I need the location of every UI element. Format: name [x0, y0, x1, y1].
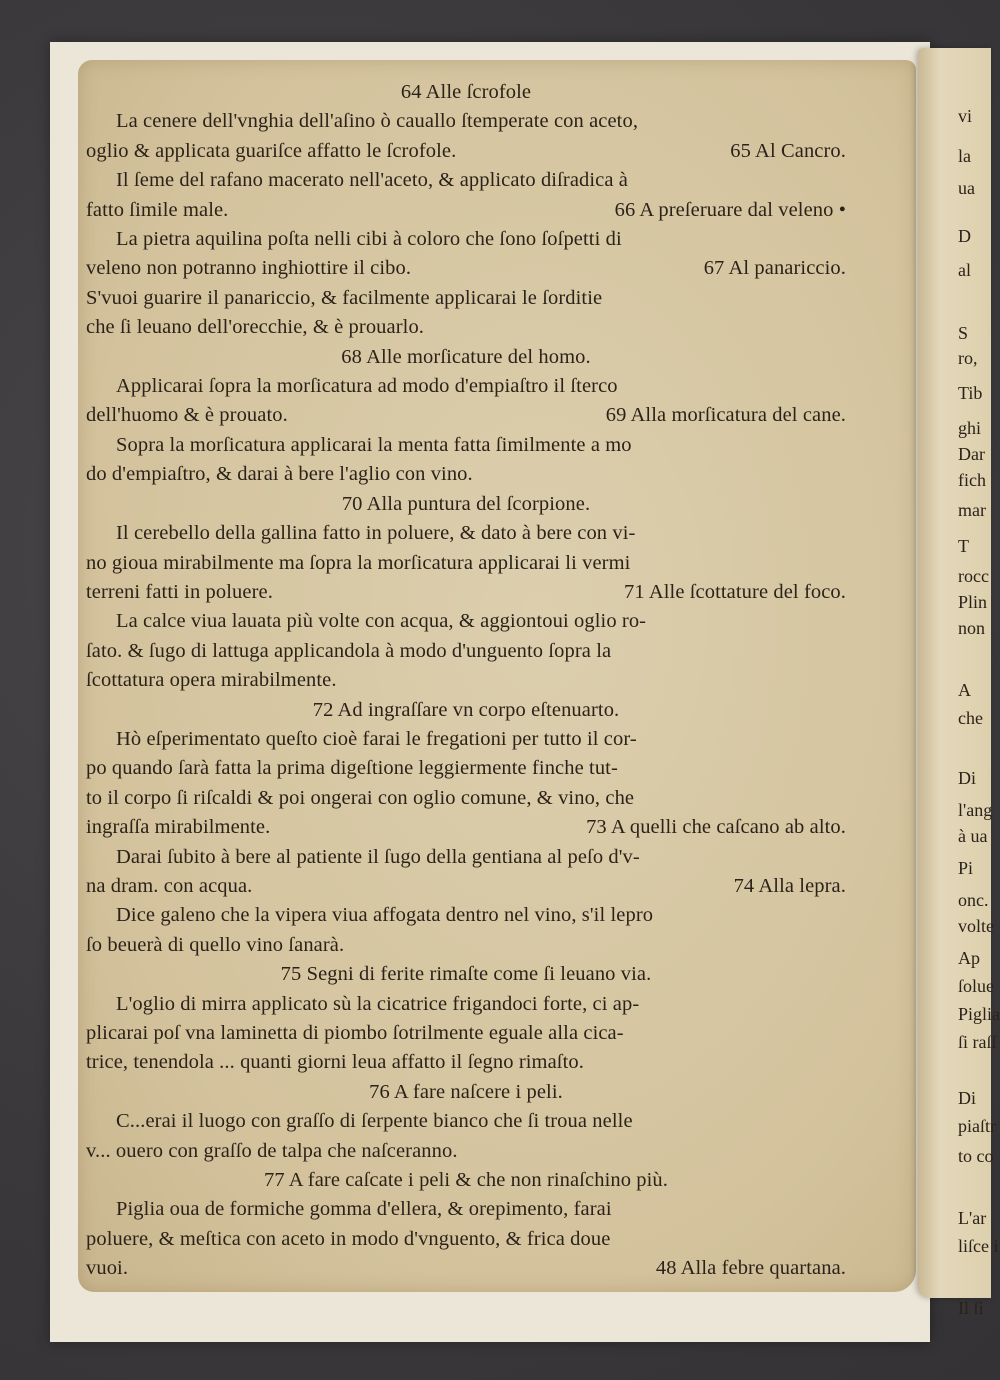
adjacent-page-fragment: l'ang [958, 800, 993, 820]
text-line-with-heading [86, 813, 846, 842]
text-line: ſato. & ſugo di lattuga applicandola à modo d'unguento ſopra la [86, 639, 612, 662]
adjacent-page-fragment: vi [958, 106, 973, 126]
paragraph-start-line: Applicarai ſopra la morſicatura ad modo d'empiaſtro il ſterco [116, 375, 618, 398]
line-text: fatto ſimile male. [86, 198, 229, 221]
text-line-with-heading [86, 137, 846, 166]
line-text: ingraſſa mirabilmente. [86, 816, 271, 839]
section-heading: 48 Alla febre quartana. [655, 1257, 846, 1280]
adjacent-page-fragment: A [958, 680, 971, 700]
adjacent-page-fragment: Pi [958, 858, 974, 878]
adjacent-page-fragment: Ap [958, 948, 980, 968]
adjacent-page-edge [918, 48, 1000, 1318]
text-line: ſo beuerà di quello vino ſanarà. [86, 933, 345, 956]
section-heading: 64 Alle ſcrofole [400, 81, 532, 103]
section-heading: 69 Alla morſicatura del cane. [605, 404, 846, 427]
section-heading: 67 Al panariccio. [703, 257, 846, 280]
paragraph-start-line: Il cerebello della gallina fatto in poluere, & dato à bere con vi- [116, 522, 636, 545]
paragraph-start-line: La cenere dell'vnghia dell'aſino ò cauallo ſtemperate con aceto, [116, 110, 639, 133]
text-line: plicarai poſ vna laminetta di piombo ſotrilmente eguale alla cica- [86, 1022, 624, 1044]
adjacent-page-fragment: ſolue [958, 976, 994, 996]
adjacent-page-fragment: al [958, 260, 971, 280]
adjacent-page-fragment: T [958, 536, 969, 556]
text-line: trice, tenendola ... quanti giorni leua affatto il ſegno rimaſto. [86, 1051, 584, 1074]
adjacent-page-fragment: la [958, 146, 971, 166]
paragraph-start-line: La calce viua lauata più volte con acqua, & aggiontoui oglio ro- [116, 610, 647, 633]
adjacent-page-fragment: volte [958, 916, 994, 936]
line-text: oglio & applicata guariſce affatto le ſcrofole. [86, 139, 457, 162]
section-heading: 71 Alle ſcottature del foco. [624, 580, 846, 603]
section-heading: 77 A fare caſcate i peli & che non rinaſchino più. [263, 1169, 669, 1192]
text-line: ſcottatura opera mirabilmente. [86, 669, 337, 692]
text-line-with-heading [86, 254, 846, 283]
adjacent-page-fragment: fich [958, 470, 986, 490]
paragraph-start-line: Darai ſubito à bere al patiente il ſugo della gentiana al peſo d'v- [116, 845, 640, 868]
section-heading: 76 A fare naſcere i peli. [369, 1080, 563, 1103]
adjacent-page-fragment: mar [958, 500, 986, 520]
section-heading: 74 Alla lepra. [733, 874, 846, 897]
text-line-with-heading [86, 196, 846, 225]
text-line: che ſi leuano dell'orecchie, & è prouarlo. [86, 316, 425, 339]
line-text: na dram. con acqua. [86, 874, 253, 897]
line-text: dell'huomo & è prouato. [86, 404, 288, 427]
adjacent-page-fragment: ſi raſſ [958, 1032, 997, 1052]
adjacent-page-fragment: to co [958, 1146, 994, 1166]
section-heading: 65 Al Cancro. [730, 139, 846, 162]
section-heading: 72 Ad ingraſſare vn corpo eſtenuarto. [312, 698, 620, 721]
adjacent-page-fragment: onc. [958, 890, 989, 910]
paragraph-start-line: La pietra aquilina poſta nelli cibi à coloro che ſono ſoſpetti di [116, 228, 622, 251]
adjacent-page-fragment: Piglia [958, 1004, 1000, 1024]
adjacent-page-fragment: ro, [958, 348, 978, 368]
adjacent-page-fragment: rocc [958, 566, 989, 586]
text-line: do d'empiaſtro, & darai à bere l'aglio con vino. [86, 463, 473, 486]
adjacent-page-fragment: L'ar [958, 1208, 987, 1228]
text-line: no gioua mirabilmente ma ſopra la morſicatura applicarai li vermi [86, 551, 631, 574]
adjacent-page-fragment: ua [958, 178, 975, 198]
paragraph-start-line: C...erai il luogo con graſſo di ſerpente bianco che ſi troua nelle [116, 1110, 633, 1133]
adjacent-page-fragment: Plin [958, 592, 988, 612]
adjacent-page-fragment: che [958, 708, 983, 728]
paragraph-start-line: Il ſeme del rafano macerato nell'aceto, & applicato diſradica à [116, 169, 628, 192]
text-line-with-heading [86, 1254, 846, 1283]
adjacent-page-fragment: Di [958, 1088, 976, 1108]
adjacent-page-fragment: liſce i [958, 1236, 999, 1256]
text-line-with-heading [86, 578, 846, 607]
paragraph-start-line: Dice galeno che la vipera viua affogata dentro nel vino, s'il lepro [116, 904, 654, 927]
section-heading: 73 A quelli che caſcano ab alto. [586, 816, 846, 839]
line-text: terreni fatti in poluere. [86, 580, 273, 603]
text-line: poluere, & meſtica con aceto in modo d'vnguento, & frica doue [86, 1227, 611, 1250]
text-line-with-heading [86, 872, 846, 901]
adjacent-page-fragment: Dar [958, 444, 985, 464]
adjacent-page-fragment: ghi [958, 418, 982, 438]
adjacent-page-fragment: non [958, 618, 985, 638]
line-text: vuoi. [86, 1257, 129, 1280]
text-line: S'vuoi guarire il panariccio, & facilmente applicarai le ſorditie [86, 286, 603, 309]
paragraph-start-line: L'oglio di mirra applicato sù la cicatrice frigandoci forte, ci ap- [116, 992, 640, 1015]
section-heading: 75 Segni di ferite rimaſte come ſi leuano via. [280, 963, 652, 986]
adjacent-page-fragment: piaſtr [958, 1116, 996, 1136]
page-text [86, 78, 846, 1284]
section-heading: 66 A preſeruare dal veleno • [614, 198, 846, 221]
text-line: to il corpo ſi riſcaldi & poi ongerai con oglio comune, & vino, che [86, 786, 635, 809]
paragraph-start-line: Sopra la morſicatura applicarai la menta fatta ſimilmente a mo [116, 433, 632, 456]
paragraph-start-line: Hò eſperimentato queſto cioè farai le fregationi per tutto il cor- [116, 727, 637, 750]
text-line: po quando ſarà fatta la prima digeſtione leggiermente finche tut- [86, 757, 618, 780]
adjacent-page-fragment: Tib [958, 383, 983, 403]
paragraph-start-line: Piglia oua de formiche gomma d'ellera, & orepimento, farai [116, 1198, 612, 1221]
adjacent-page-fragment: Di [958, 768, 976, 788]
adjacent-page-fragment: à ua [958, 826, 988, 846]
text-line: v... ouero con graſſo de talpa che naſceranno. [86, 1139, 458, 1162]
adjacent-page-fragment: D [958, 226, 971, 246]
section-heading: 70 Alla puntura del ſcorpione. [341, 492, 591, 515]
adjacent-page-fragment: Il ſi [958, 1298, 984, 1318]
adjacent-page-fragment: S [958, 323, 969, 343]
line-text: veleno non potranno inghiottire il cibo. [86, 257, 412, 280]
section-heading: 68 Alle morſicature del homo. [341, 345, 591, 368]
text-line-with-heading [86, 401, 846, 430]
